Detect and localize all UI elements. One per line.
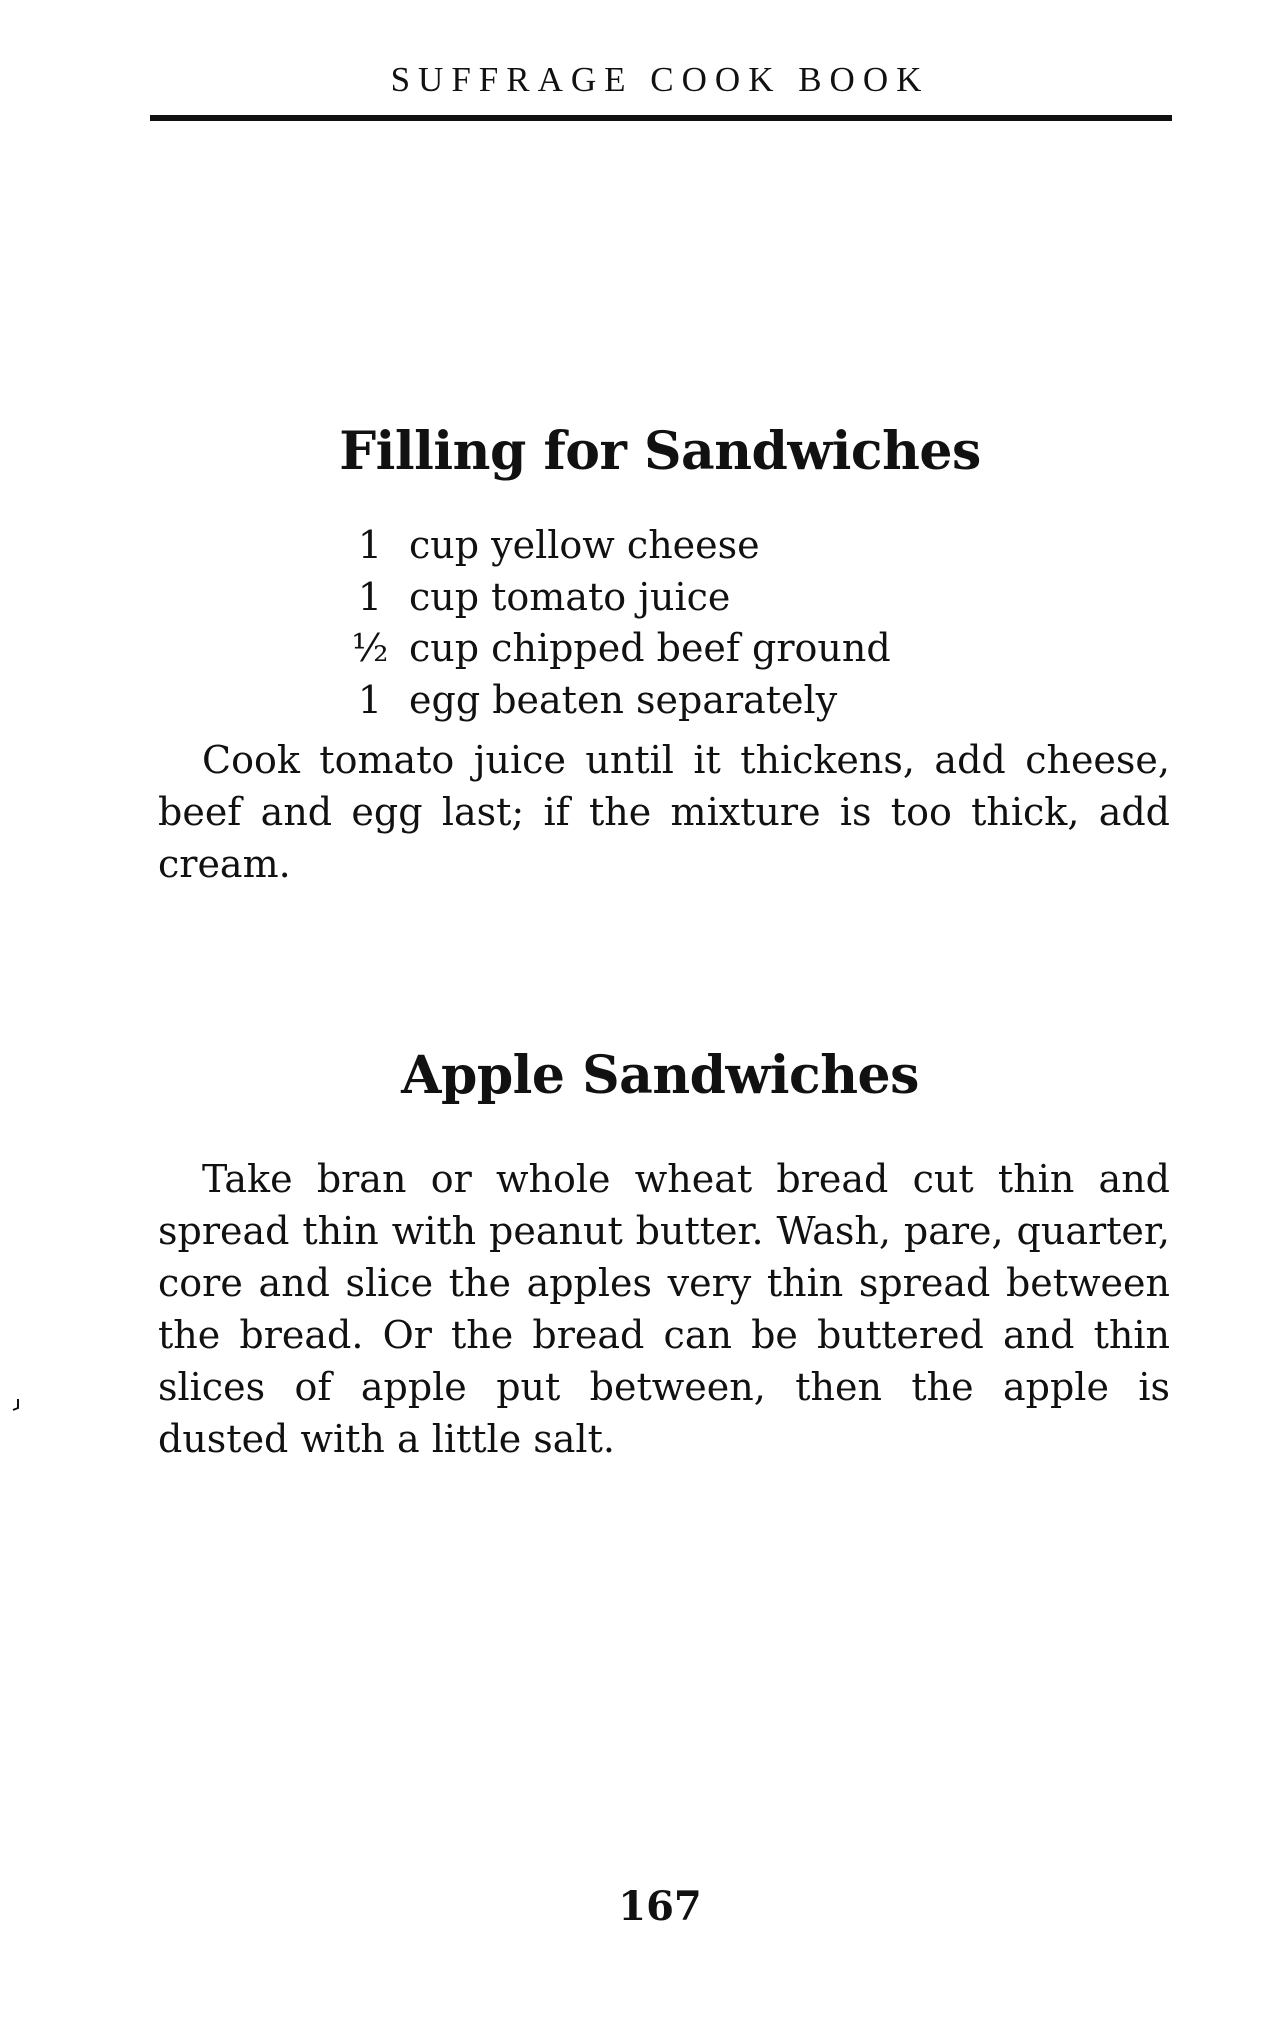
running-head: SUFFRAGE COOK BOOK <box>390 60 930 99</box>
ingredient-name: cup yellow cheese <box>409 523 760 567</box>
ingredient-item <box>345 675 891 727</box>
ingredient-item <box>345 572 891 624</box>
ingredient-name: cup tomato juice <box>409 574 731 619</box>
page-number: 167 <box>618 1883 702 1930</box>
header-rule <box>150 115 1172 121</box>
ingredient-item <box>345 520 891 572</box>
recipe-title-apple-sandwiches: Apple Sandwiches <box>401 1045 919 1106</box>
ingredient-name: egg beaten separately <box>409 677 838 722</box>
recipe-directions-filling: Cook tomato juice until it thickens, add cheese, beef and egg last; if the mixture is too thick, add cream. <box>158 738 1170 886</box>
ingredient-quantity: 1 <box>357 574 383 619</box>
ingredient-quantity: 1 <box>357 677 383 722</box>
ingredient-name: cup chipped beef ground <box>409 626 891 670</box>
recipe-directions-apple: Take bran or whole wheat bread cut thin and spread thin with peanut butter. Wash, pare, quarter, core and slice the apples very thin spread between the bread. Or the bread can be buttered and thin slices of apple put between, then the apple is dusted with a little salt. <box>158 1157 1170 1461</box>
ingredient-quantity: 1 <box>357 523 383 567</box>
recipe-title-filling-for-sandwiches: Filling for Sandwiches <box>339 421 981 482</box>
scan-speck-mark <box>11 1398 21 1412</box>
ingredient-quantity: ½ <box>351 626 389 670</box>
ingredient-list <box>345 520 891 726</box>
ingredient-item <box>345 623 891 675</box>
